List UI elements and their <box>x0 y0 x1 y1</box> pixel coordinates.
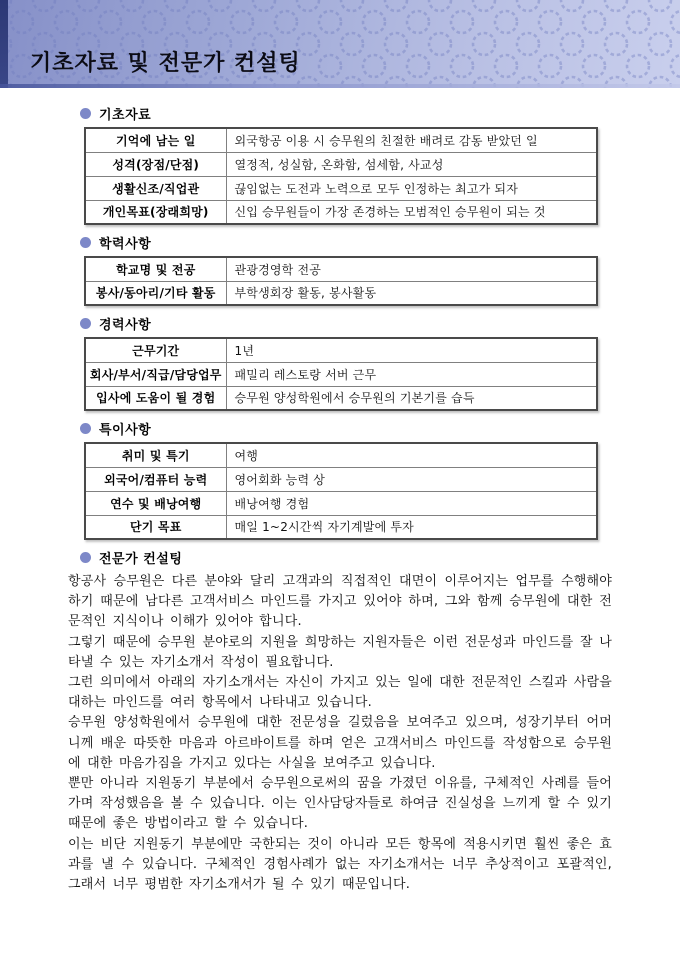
table-row <box>85 491 597 515</box>
row-label: 생활신조/직업관 <box>85 176 226 200</box>
table-row <box>85 128 597 152</box>
row-value: 승무원 양성학원에서 승무원의 기본기를 습득 <box>226 386 597 410</box>
table-row <box>85 338 597 362</box>
bullet-icon <box>80 108 91 119</box>
row-label: 기억에 남는 일 <box>85 128 226 152</box>
row-value: 여행 <box>226 443 597 467</box>
education-table <box>84 256 598 306</box>
header-bottom-strip <box>0 84 680 88</box>
consulting-text-block <box>68 572 612 895</box>
row-label: 입사에 도움이 될 경험 <box>85 386 226 410</box>
row-label: 봉사/동아리/기타 활동 <box>85 281 226 305</box>
row-value: 1년 <box>226 338 597 362</box>
consulting-paragraph: 그런 의미에서 아래의 자기소개서는 자신이 가지고 있는 일에 대한 전문적인 스킬과 사람을 대하는 마인드를 여러 항목에서 나타내고 있습니다. <box>68 675 612 711</box>
section-expert-consulting <box>68 548 612 895</box>
page-header <box>0 0 680 88</box>
section-special-notes <box>68 419 612 540</box>
section-basic-info-title <box>80 104 612 122</box>
section-title-label: 경력사항 <box>99 317 152 333</box>
row-value: 신입 승무원들이 가장 존경하는 모범적인 승무원이 되는 것 <box>226 200 597 224</box>
consulting-paragraph: 항공사 승무원은 다른 분야와 달리 고객과의 직접적인 대면이 이루어지는 업무를 수행해야하기 때문에 남다른 고객서비스 마인드를 가지고 있어야 하며, 그와 함께 승무원에 대한 전문적인 지식이나 이해가 있어야 합니다. <box>68 574 612 630</box>
table-row <box>85 467 597 491</box>
page-title: 기초자료 및 전문가 컨설팅 <box>30 51 301 76</box>
row-label: 연수 및 배낭여행 <box>85 491 226 515</box>
header-accent-bar <box>0 0 8 88</box>
special-notes-table <box>84 442 598 540</box>
row-label: 개인목표(장래희망) <box>85 200 226 224</box>
row-value: 부학생회장 활동, 봉사활동 <box>226 281 597 305</box>
section-title-label: 전문가 컨설팅 <box>99 551 183 567</box>
row-label: 근무기간 <box>85 338 226 362</box>
table-row <box>85 443 597 467</box>
section-career <box>68 314 612 411</box>
row-label: 단기 목표 <box>85 515 226 539</box>
bullet-icon <box>80 237 91 248</box>
basic-info-table <box>84 127 598 225</box>
bullet-icon <box>80 423 91 434</box>
row-value: 열정적, 성실함, 온화함, 섬세함, 사교성 <box>226 152 597 176</box>
table-row <box>85 362 597 386</box>
table-row <box>85 281 597 305</box>
row-value: 매일 1~2시간씩 자기계발에 투자 <box>226 515 597 539</box>
section-title-label: 특이사항 <box>99 422 152 438</box>
table-row <box>85 200 597 224</box>
row-label: 회사/부서/직급/담당업무 <box>85 362 226 386</box>
section-expert-consulting-title <box>80 548 612 566</box>
consulting-paragraph: 그렇기 때문에 승무원 분야로의 지원을 희망하는 지원자들은 이런 전문성과 마인드를 잘 나타낼 수 있는 자기소개서 작성이 필요합니다. <box>68 634 612 670</box>
section-title-label: 학력사항 <box>99 236 152 252</box>
section-special-notes-title <box>80 419 612 437</box>
section-education <box>68 233 612 306</box>
career-table <box>84 337 598 411</box>
row-value: 관광경영학 전공 <box>226 257 597 281</box>
section-career-title <box>80 314 612 332</box>
consulting-paragraph: 승무원 양성학원에서 승무원에 대한 전문성을 길렀음을 보여주고 있으며, 성장기부터 어머니께 배운 따뜻한 마음과 아르바이트를 하며 얻은 고객서비스 마인드를 작성함으로 승무원에 대한 마음가짐을 가지고 있다는 사실을 보여주고 있습니다. <box>68 715 612 771</box>
row-value: 영어회화 능력 상 <box>226 467 597 491</box>
section-basic-info <box>68 104 612 225</box>
consulting-paragraph: 이는 비단 지원동기 부분에만 국한되는 것이 아니라 모든 항목에 적용시키면 훨씬 좋은 효과를 낼 수 있습니다. 구체적인 경험사례가 없는 자기소개서는 너무 추상적이고 포괄적인, 그래서 너무 평범한 자기소개서가 될 수 있기 때문입니다. <box>68 836 612 893</box>
main-content <box>0 88 680 895</box>
section-title-label: 기초자료 <box>99 107 152 123</box>
row-label: 외국어/컴퓨터 능력 <box>85 467 226 491</box>
row-label: 취미 및 특기 <box>85 443 226 467</box>
table-row <box>85 176 597 200</box>
table-row <box>85 515 597 539</box>
bullet-icon <box>80 318 91 329</box>
row-value: 패밀리 레스토랑 서버 근무 <box>226 362 597 386</box>
row-label: 성격(장점/단점) <box>85 152 226 176</box>
table-row <box>85 386 597 410</box>
section-education-title <box>80 233 612 251</box>
bullet-icon <box>80 552 91 563</box>
consulting-paragraph: 뿐만 아니라 지원동기 부분에서 승무원으로써의 꿈을 가졌던 이유를, 구체적인 사례를 들어가며 작성했음을 볼 수 있습니다. 이는 인사담당자들로 하여금 진실성을 느끼게 할 수 있기 때문에 좋은 방법이라고 할 수 있습니다. <box>68 776 612 832</box>
row-value: 배낭여행 경험 <box>226 491 597 515</box>
table-row <box>85 257 597 281</box>
row-value: 끊임없는 도전과 노력으로 모두 인정하는 최고가 되자 <box>226 176 597 200</box>
row-label: 학교명 및 전공 <box>85 257 226 281</box>
row-value: 외국항공 이용 시 승무원의 친절한 배려로 감동 받았던 일 <box>226 128 597 152</box>
table-row <box>85 152 597 176</box>
